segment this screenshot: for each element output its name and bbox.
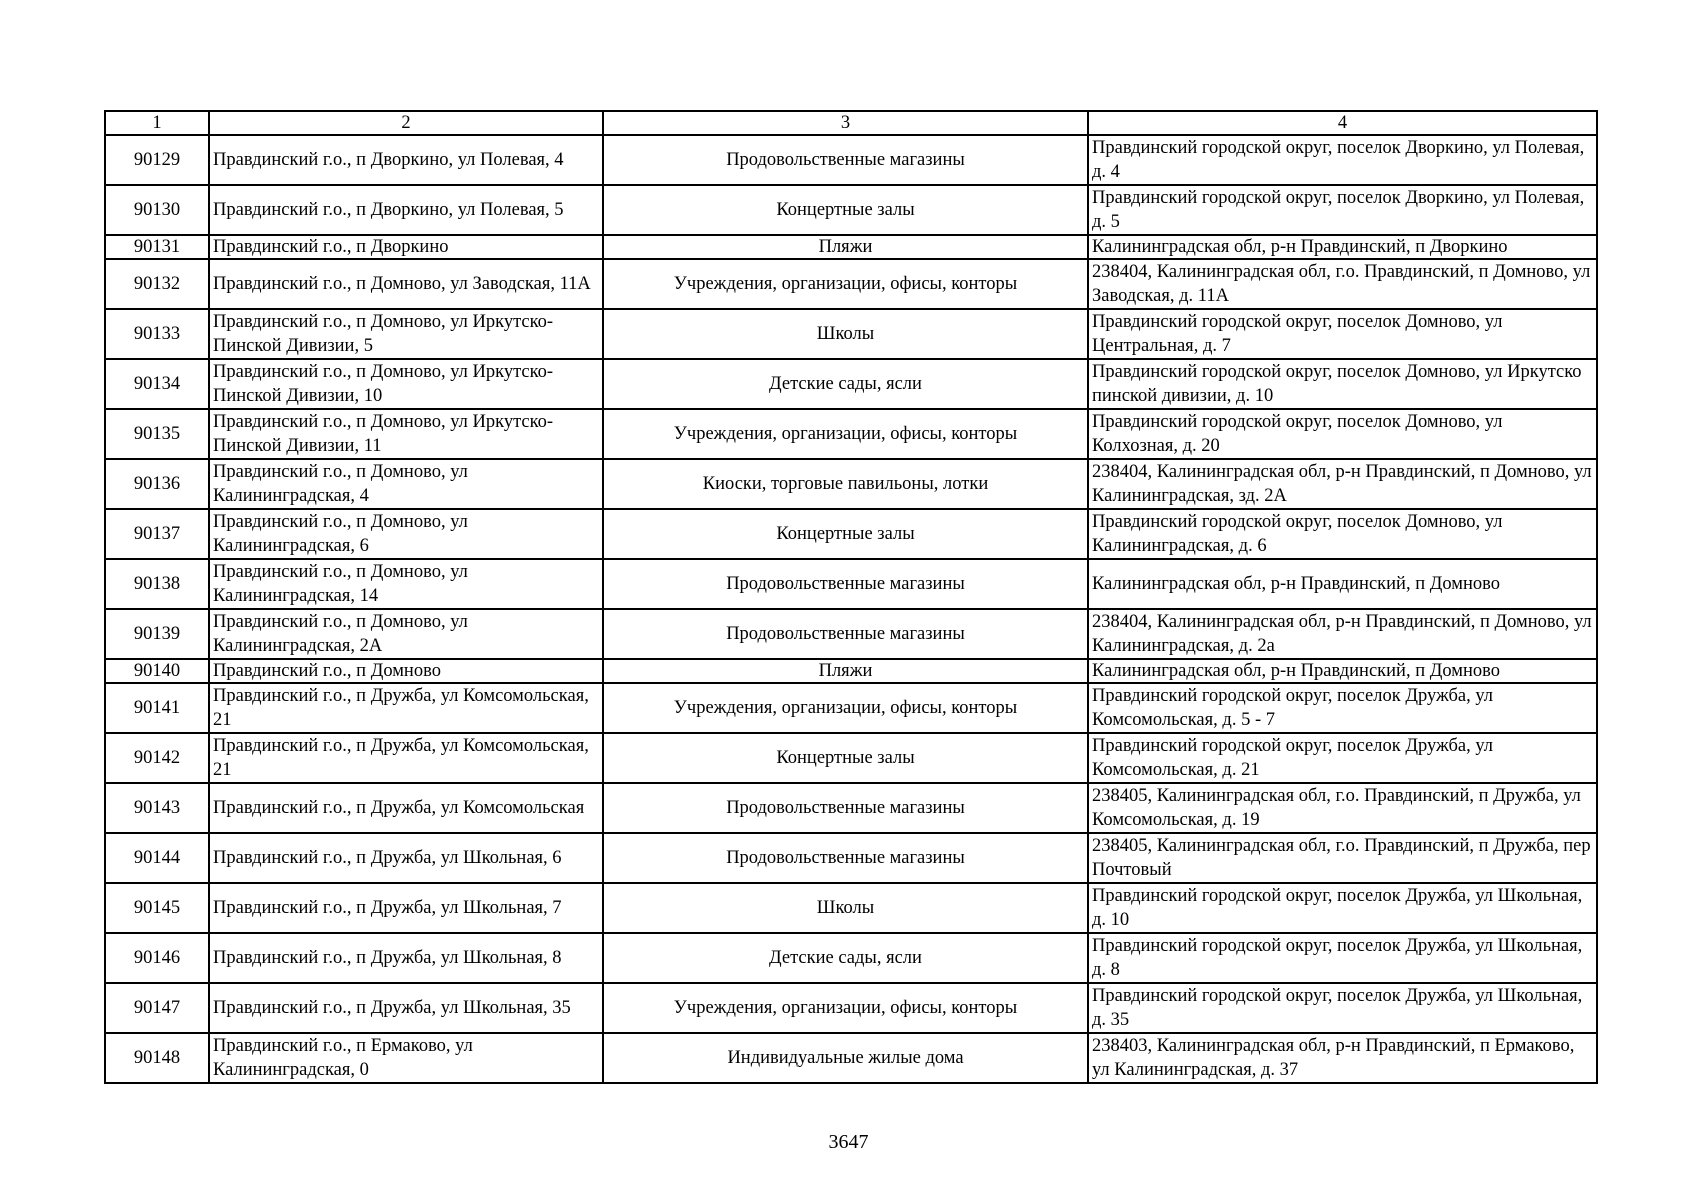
row-full-address-cell: Правдинский городской округ, поселок Дружба, ул Комсомольская, д. 21	[1088, 733, 1597, 783]
table-body	[105, 135, 1597, 1083]
table-row	[105, 309, 1597, 359]
table-row	[105, 409, 1597, 459]
row-address-cell: Правдинский г.о., п Домново, ул Калининградская, 14	[209, 559, 603, 609]
row-object-type-cell: Учреждения, организации, офисы, конторы	[603, 683, 1088, 733]
page-number: 3647	[828, 1131, 869, 1153]
row-object-type-cell: Продовольственные магазины	[603, 609, 1088, 659]
row-full-address-cell: 238405, Калининградская обл, г.о. Правдинский, п Дружба, ул Комсомольская, д. 19	[1088, 783, 1597, 833]
row-object-type-cell: Индивидуальные жилые дома	[603, 1033, 1088, 1083]
table-row	[105, 359, 1597, 409]
row-id-cell: 90138	[105, 559, 209, 609]
row-address-cell: Правдинский г.о., п Домново, ул Калининградская, 2А	[209, 609, 603, 659]
row-full-address-cell: 238404, Калининградская обл, р-н Правдинский, п Домново, ул Калининградская, д. 2а	[1088, 609, 1597, 659]
row-address-cell: Правдинский г.о., п Дворкино, ул Полевая, 4	[209, 135, 603, 185]
row-id-cell: 90129	[105, 135, 209, 185]
row-full-address-cell: 238403, Калининградская обл, р-н Правдинский, п Ермаково, ул Калининградская, д. 37	[1088, 1033, 1597, 1083]
row-id-cell: 90142	[105, 733, 209, 783]
column-header-4: 4	[1088, 111, 1597, 135]
row-address-cell: Правдинский г.о., п Дружба, ул Школьная, 7	[209, 883, 603, 933]
registry-table	[104, 110, 1598, 1084]
table-row	[105, 135, 1597, 185]
row-full-address-cell: 238405, Калининградская обл, г.о. Правдинский, п Дружба, пер Почтовый	[1088, 833, 1597, 883]
row-address-cell: Правдинский г.о., п Дружба, ул Школьная, 35	[209, 983, 603, 1033]
row-id-cell: 90144	[105, 833, 209, 883]
row-full-address-cell: Правдинский городской округ, поселок Дворкино, ул Полевая, д. 5	[1088, 185, 1597, 235]
row-address-cell: Правдинский г.о., п Домново, ул Заводская, 11А	[209, 259, 603, 309]
table-row	[105, 733, 1597, 783]
row-id-cell: 90131	[105, 235, 209, 259]
table-row	[105, 185, 1597, 235]
row-object-type-cell: Детские сады, ясли	[603, 933, 1088, 983]
row-id-cell: 90134	[105, 359, 209, 409]
row-full-address-cell: Правдинский городской округ, поселок Домново, ул Центральная, д. 7	[1088, 309, 1597, 359]
table-row	[105, 659, 1597, 683]
table-row	[105, 235, 1597, 259]
row-address-cell: Правдинский г.о., п Дружба, ул Комсомольская, 21	[209, 733, 603, 783]
table-row	[105, 459, 1597, 509]
row-id-cell: 90139	[105, 609, 209, 659]
row-object-type-cell: Пляжи	[603, 235, 1088, 259]
table-row	[105, 833, 1597, 883]
row-full-address-cell: Правдинский городской округ, поселок Дружба, ул Комсомольская, д. 5 - 7	[1088, 683, 1597, 733]
row-object-type-cell: Детские сады, ясли	[603, 359, 1088, 409]
row-object-type-cell: Концертные залы	[603, 185, 1088, 235]
table-row	[105, 259, 1597, 309]
row-address-cell: Правдинский г.о., п Домново, ул Иркутско-Пинской Дивизии, 10	[209, 359, 603, 409]
row-id-cell: 90137	[105, 509, 209, 559]
row-full-address-cell: Калининградская обл, р-н Правдинский, п Домново	[1088, 659, 1597, 683]
row-id-cell: 90132	[105, 259, 209, 309]
table-row	[105, 883, 1597, 933]
row-full-address-cell: 238404, Калининградская обл, р-н Правдинский, п Домново, ул Калининградская, зд. 2А	[1088, 459, 1597, 509]
row-id-cell: 90143	[105, 783, 209, 833]
row-id-cell: 90140	[105, 659, 209, 683]
row-address-cell: Правдинский г.о., п Домново, ул Иркутско-Пинской Дивизии, 5	[209, 309, 603, 359]
row-object-type-cell: Школы	[603, 883, 1088, 933]
table-row	[105, 933, 1597, 983]
row-full-address-cell: Правдинский городской округ, поселок Домново, ул Калининградская, д. 6	[1088, 509, 1597, 559]
column-header-1: 1	[105, 111, 209, 135]
row-full-address-cell: Правдинский городской округ, поселок Дружба, ул Школьная, д. 35	[1088, 983, 1597, 1033]
row-id-cell: 90136	[105, 459, 209, 509]
column-header-2: 2	[209, 111, 603, 135]
row-address-cell: Правдинский г.о., п Дружба, ул Комсомольская, 21	[209, 683, 603, 733]
table-row	[105, 1033, 1597, 1083]
row-id-cell: 90141	[105, 683, 209, 733]
row-object-type-cell: Школы	[603, 309, 1088, 359]
row-address-cell: Правдинский г.о., п Дворкино, ул Полевая, 5	[209, 185, 603, 235]
row-address-cell: Правдинский г.о., п Домново	[209, 659, 603, 683]
row-object-type-cell: Концертные залы	[603, 733, 1088, 783]
table-row	[105, 683, 1597, 733]
row-address-cell: Правдинский г.о., п Домново, ул Калининградская, 4	[209, 459, 603, 509]
row-object-type-cell: Продовольственные магазины	[603, 833, 1088, 883]
row-full-address-cell: Калининградская обл, р-н Правдинский, п Дворкино	[1088, 235, 1597, 259]
table-row	[105, 509, 1597, 559]
table-row	[105, 783, 1597, 833]
row-address-cell: Правдинский г.о., п Домново, ул Иркутско-Пинской Дивизии, 11	[209, 409, 603, 459]
row-object-type-cell: Учреждения, организации, офисы, конторы	[603, 259, 1088, 309]
row-address-cell: Правдинский г.о., п Домново, ул Калининградская, 6	[209, 509, 603, 559]
row-object-type-cell: Продовольственные магазины	[603, 559, 1088, 609]
row-full-address-cell: Правдинский городской округ, поселок Дворкино, ул Полевая, д. 4	[1088, 135, 1597, 185]
row-address-cell: Правдинский г.о., п Дружба, ул Школьная, 6	[209, 833, 603, 883]
table-header-row	[105, 111, 1597, 135]
row-address-cell: Правдинский г.о., п Дворкино	[209, 235, 603, 259]
row-id-cell: 90146	[105, 933, 209, 983]
row-full-address-cell: Правдинский городской округ, поселок Домново, ул Иркутско пинской дивизии, д. 10	[1088, 359, 1597, 409]
row-id-cell: 90133	[105, 309, 209, 359]
row-address-cell: Правдинский г.о., п Ермаково, ул Калининградская, 0	[209, 1033, 603, 1083]
row-object-type-cell: Продовольственные магазины	[603, 783, 1088, 833]
row-full-address-cell: Правдинский городской округ, поселок Дружба, ул Школьная, д. 10	[1088, 883, 1597, 933]
row-full-address-cell: 238404, Калининградская обл, г.о. Правдинский, п Домново, ул Заводская, д. 11А	[1088, 259, 1597, 309]
row-id-cell: 90147	[105, 983, 209, 1033]
row-id-cell: 90145	[105, 883, 209, 933]
row-object-type-cell: Концертные залы	[603, 509, 1088, 559]
row-id-cell: 90148	[105, 1033, 209, 1083]
table-row	[105, 609, 1597, 659]
table-row	[105, 983, 1597, 1033]
row-full-address-cell: Правдинский городской округ, поселок Домново, ул Колхозная, д. 20	[1088, 409, 1597, 459]
row-object-type-cell: Киоски, торговые павильоны, лотки	[603, 459, 1088, 509]
column-header-3: 3	[603, 111, 1088, 135]
row-object-type-cell: Пляжи	[603, 659, 1088, 683]
row-address-cell: Правдинский г.о., п Дружба, ул Школьная, 8	[209, 933, 603, 983]
row-id-cell: 90135	[105, 409, 209, 459]
row-full-address-cell: Калининградская обл, р-н Правдинский, п Домново	[1088, 559, 1597, 609]
row-object-type-cell: Продовольственные магазины	[603, 135, 1088, 185]
row-address-cell: Правдинский г.о., п Дружба, ул Комсомольская	[209, 783, 603, 833]
table-row	[105, 559, 1597, 609]
row-id-cell: 90130	[105, 185, 209, 235]
row-object-type-cell: Учреждения, организации, офисы, конторы	[603, 409, 1088, 459]
row-full-address-cell: Правдинский городской округ, поселок Дружба, ул Школьная, д. 8	[1088, 933, 1597, 983]
row-object-type-cell: Учреждения, организации, офисы, конторы	[603, 983, 1088, 1033]
